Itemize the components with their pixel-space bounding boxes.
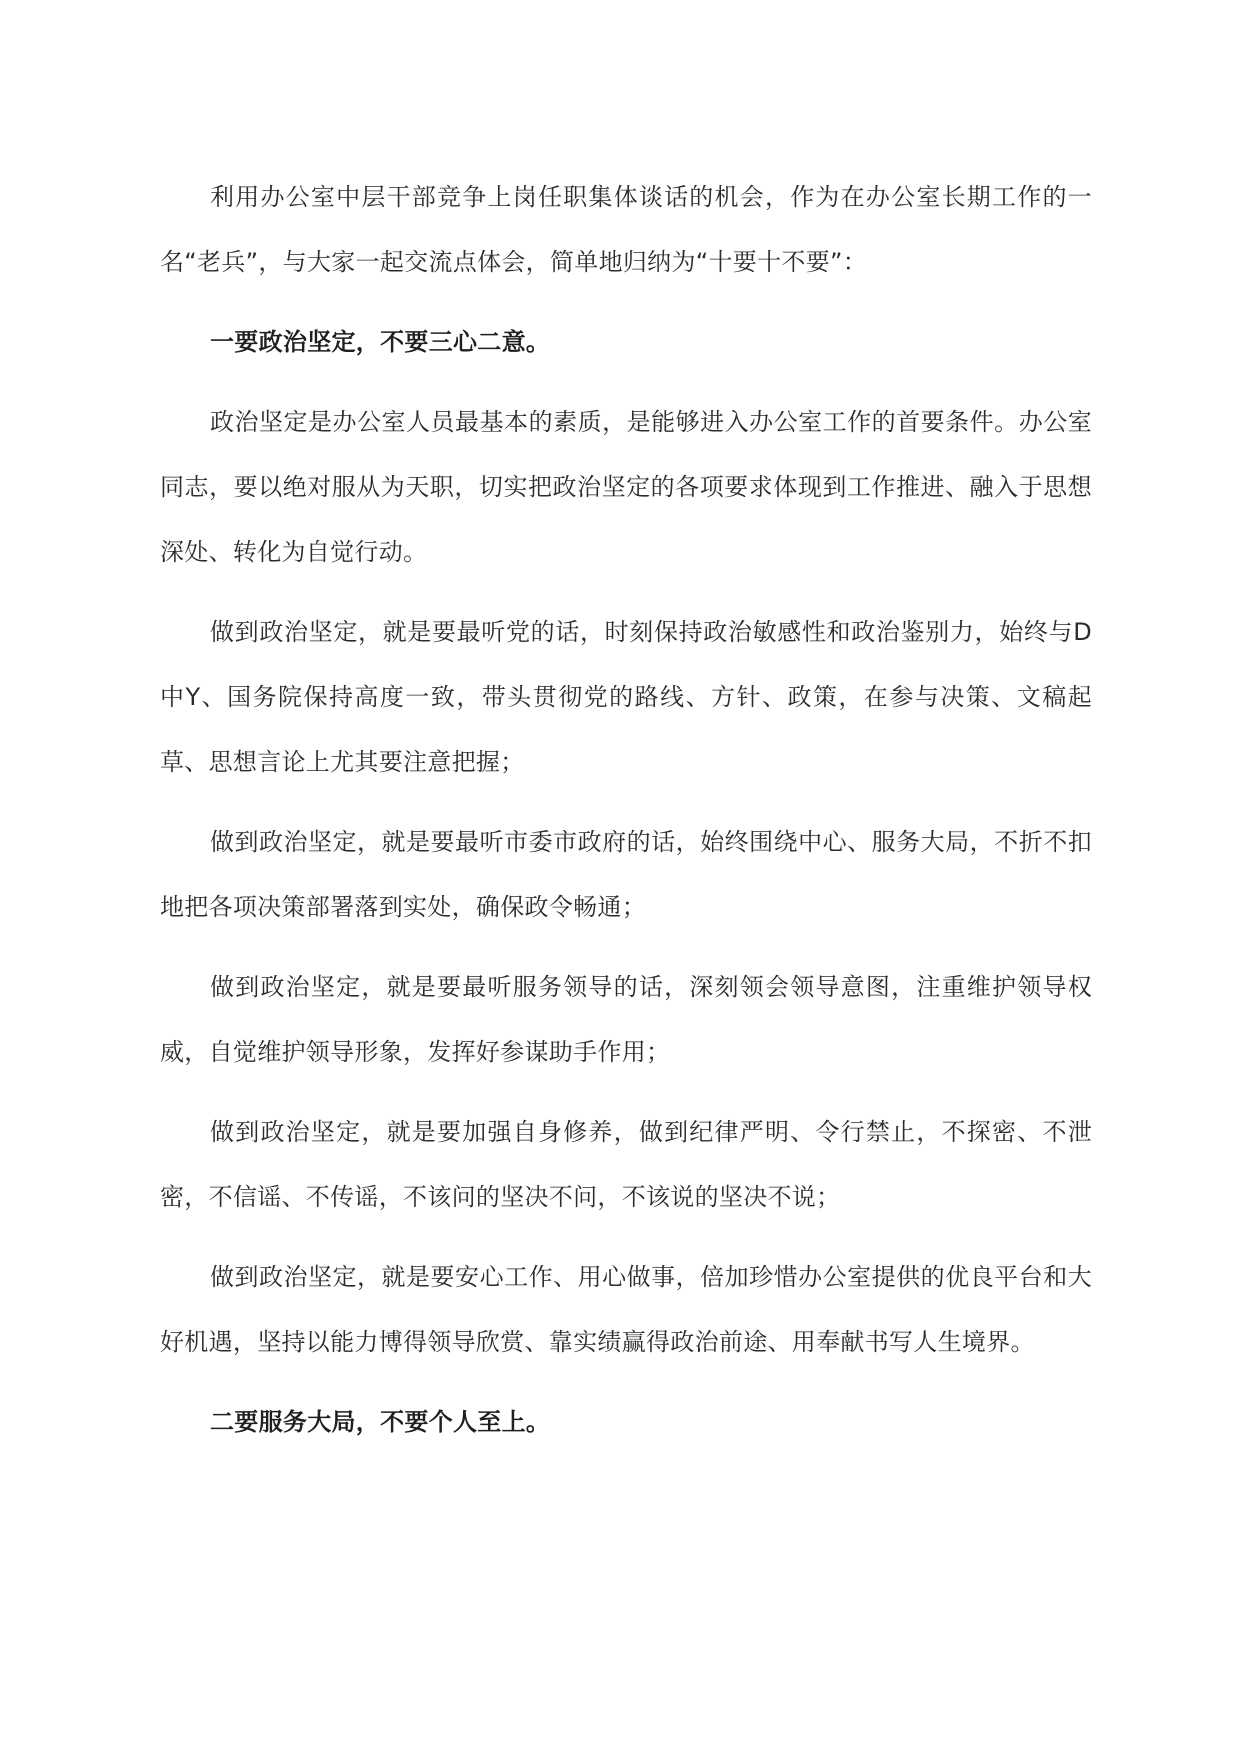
paragraph-5: 做到政治坚定，就是要加强自身修养，做到纪律严明、令行禁止，不探密、不泄密，不信谣、不传谣，不该问的坚决不问，不该说的坚决不说；	[160, 1118, 1092, 1211]
intro-paragraph: 利用办公室中层干部竞争上岗任职集体谈话的机会，作为在办公室长期工作的一名“老兵”，与大家一起交流点体会，简单地归纳为“十要十不要”：	[160, 183, 1092, 276]
paragraph-3: 做到政治坚定，就是要最听市委市政府的话，始终围绕中心、服务大局，不折不扣地把各项决策部署落到实处，确保政令畅通；	[160, 828, 1092, 921]
section-heading-2: 二要服务大局，不要个人至上。	[210, 1408, 551, 1436]
paragraph-1: 政治坚定是办公室人员最基本的素质，是能够进入办公室工作的首要条件。办公室同志，要以绝对服从为天职，切实把政治坚定的各项要求体现到工作推进、融入于思想深处、转化为自觉行动。	[160, 408, 1092, 566]
paragraph-4: 做到政治坚定，就是要最听服务领导的话，深刻领会领导意图，注重维护领导权威，自觉维护领导形象，发挥好参谋助手作用；	[160, 973, 1092, 1066]
paragraph-2: 做到政治坚定，就是要最听党的话，时刻保持政治敏感性和政治鉴别力，始终与D中Y、国务院保持高度一致，带头贯彻党的路线、方针、政策，在参与决策、文稿起草、思想言论上尤其要注意把握；	[160, 618, 1092, 776]
section-heading-1: 一要政治坚定，不要三心二意。	[210, 328, 551, 356]
document-body	[160, 165, 1092, 1455]
paragraph-6: 做到政治坚定，就是要安心工作、用心做事，倍加珍惜办公室提供的优良平台和大好机遇，坚持以能力博得领导欣赏、靠实绩赢得政治前途、用奉献书写人生境界。	[160, 1263, 1092, 1356]
